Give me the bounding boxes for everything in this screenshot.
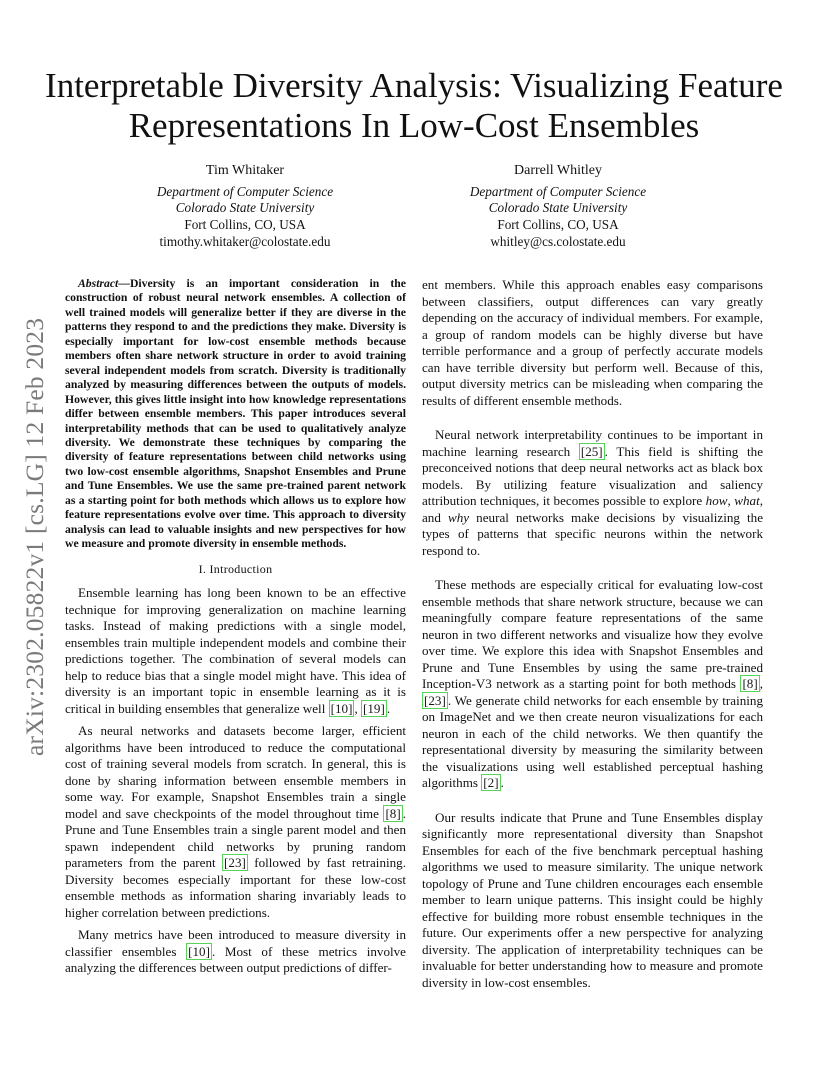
paragraph: Our results indicate that Prune and Tune Ensembles display significantly more representational diversity than Snapshot Ensembles for each of the five benchmark perceptual hashing algorithms we used to measure similarity. The unique network topology of Prune and Tune children encourages each ensemble member to learn unique patterns. This insight could be highly effective for building more robust ensemble techniques in the future. Our experiments offer a new perspective for analyzing diversity. The application of interpretability techniques can be invaluable for better understanding how to measure and promote diversity in low-cost ensembles. bbox=[422, 809, 763, 990]
paragraph bbox=[65, 585, 406, 717]
citation-link[interactable]: [19] bbox=[362, 700, 385, 716]
paragraph bbox=[422, 577, 763, 792]
author-location: Fort Collins, CO, USA bbox=[184, 217, 306, 233]
text-span: , bbox=[354, 700, 361, 716]
author-university: Colorado State University bbox=[175, 200, 315, 216]
paragraph: ent members. While this approach enables easy comparisons between classifiers, output differences can vary greatly depending on the accuracy of individual members. For example, a group of random models can be highly diverse but have terrible performance and a group of perfectly accurate models can have terrible diversity but perform well. Because of this, output diversity metrics can be misleading when comparing the results of different ensemble methods. bbox=[422, 277, 763, 408]
section-heading: I. Introduction bbox=[198, 561, 273, 576]
text-span: These methods are especially critical for evaluating low-cost ensemble methods that share network structure, because we can meaningfully compare feature representations of the same neuron in two different networks and visualize how they evolve over time. We explore this idea with Snapshot Ensembles and Prune and Tune Ensembles by using the same pre-trained Inception-V3 network as a starting point for both methods bbox=[422, 577, 763, 691]
author-email: whitley@cs.colostate.edu bbox=[490, 233, 626, 249]
text-span: neural networks make decisions by visualizing the types of patterns that specific neurons within the network respond to. bbox=[422, 509, 764, 558]
author-email: timothy.whitaker@colostate.edu bbox=[159, 233, 331, 249]
citation-link[interactable]: [2] bbox=[483, 775, 499, 790]
author-department: Department of Computer Science bbox=[156, 183, 334, 199]
text-span: followed by fast retraining. Diversity becomes especially important for these low-cost ensemble methods as information sharing invariably leads to higher correlation between predictions. bbox=[65, 855, 406, 920]
text-span: . This field is shifting the preconceived notions that deep neural networks act as black box models. By utilizing feature visualization and saliency attribution techniques, it becomes possible to explore bbox=[422, 443, 764, 508]
emphasis: how bbox=[705, 493, 728, 508]
citation-link[interactable]: [10] bbox=[330, 700, 353, 716]
citation-link[interactable]: [8] bbox=[742, 676, 758, 691]
text-span: Neural network interpretability continues to be important in machine learning research bbox=[422, 427, 763, 459]
abstract-text: —Diversity is an important consideration in the construction of robust neural network ensembles. A collection of well trained models will generalize better if they are diverse in the patterns they respond to and the predictions they make. Diversity is especially important for low-cost ensemble methods because members often share network structure in order to avoid training several independent models from scratch. Diversity is traditionally analyzed by measuring differences between the outputs of models. However, this gives little insight into how knowledge representations differ between ensemble members. This paper introduces several interpretability methods that can be used to qualitatively analyze diversity. We demonstrate these techniques by comparing the diversity of feature representations between child networks using two low-cost ensemble algorithms, Snapshot Ensembles and Prune and Tune Ensembles. We use the same pre-trained parent network as a starting point for both methods which allows us to explore how feature representations evolve over time. This approach to diversity analysis can lead to valuable insights and new perspectives for how we measure and promote diversity in ensemble methods. bbox=[65, 277, 406, 551]
paragraph bbox=[422, 427, 763, 559]
text-span: . Most of these metrics involve analyzing the differences between output predictions of differ- bbox=[65, 943, 406, 976]
emphasis: what bbox=[734, 493, 760, 508]
citation-link[interactable]: [25] bbox=[580, 443, 603, 459]
emphasis: why bbox=[448, 509, 470, 525]
author-university: Colorado State University bbox=[488, 200, 628, 216]
paragraph bbox=[65, 723, 406, 921]
right-column bbox=[422, 277, 763, 991]
author-block-2 bbox=[393, 163, 723, 251]
citation-link[interactable]: [23] bbox=[224, 855, 246, 871]
text-span: . bbox=[500, 775, 504, 790]
text-span: . bbox=[386, 700, 391, 716]
author-location: Fort Collins, CO, USA bbox=[497, 217, 619, 233]
citation-link[interactable]: [23] bbox=[424, 692, 446, 708]
paper-title: Interpretable Diversity Analysis: Visualizing Feature Representations In Low-Cost Ensembles bbox=[45, 66, 783, 145]
text-span: Many metrics have been introduced to measure diversity in classifier ensembles bbox=[65, 927, 406, 959]
author-block-1 bbox=[80, 163, 410, 251]
left-column bbox=[65, 277, 406, 977]
paragraph bbox=[65, 927, 406, 977]
author-name: Tim Whitaker bbox=[205, 163, 285, 178]
abstract-label: Abstract bbox=[78, 277, 119, 290]
author-name: Darrell Whitley bbox=[514, 163, 602, 178]
text-span: , bbox=[727, 493, 735, 508]
citation-link[interactable]: [8] bbox=[385, 805, 401, 821]
text-span: , bbox=[759, 676, 763, 691]
author-department: Department of Computer Science bbox=[469, 183, 647, 199]
text-span: Ensemble learning has long been known to be an effective technique for improving generalization on machine learning tasks. Instead of making predictions with a single model, ensembles train multiple independent models and combine their predictions together. The combination of several models can help to reduce bias that a single model might have. This idea of diversity is an important topic in ensemble learning as it is critical in building ensembles that generalize well bbox=[65, 585, 406, 716]
text-span: , and bbox=[422, 493, 764, 525]
citation-link[interactable]: [10] bbox=[188, 943, 210, 959]
arxiv-watermark: arXiv:2302.05822v1 [cs.LG] 12 Feb 2023 bbox=[20, 317, 49, 756]
text-span: . We generate child networks for each ensemble by training on ImageNet and we then create neuron visualizations for each neuron in each of the child networks. We then quantify the representational diversity by measuring the similarity between the visualizations using well established perceptual hashing algorithms bbox=[422, 692, 763, 790]
text-span: As neural networks and datasets become larger, efficient algorithms have been introduced to reduce the computational cost of training several models from scratch. In general, this is done by sharing information between ensemble members in some way. For example, Snapshot Ensembles train a single model and save checkpoints of the model throughout time bbox=[65, 723, 406, 821]
abstract bbox=[65, 277, 406, 552]
text-span: . Prune and Tune Ensembles train a single parent model and then spawn independent child networks by pruning random parameters from the parent bbox=[65, 805, 406, 871]
